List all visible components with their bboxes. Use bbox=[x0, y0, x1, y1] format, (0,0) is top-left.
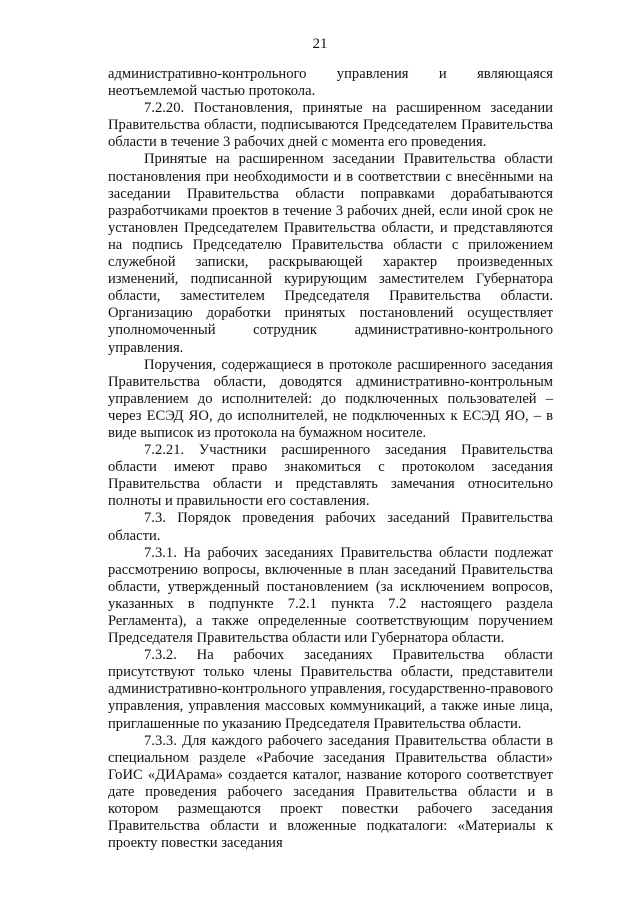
document-body bbox=[108, 66, 553, 852]
paragraph-continuation: административно-контрольного управления и являющаяся неотъемлемой частью протокола. bbox=[108, 66, 553, 100]
paragraph-7-3-2: 7.3.2. На рабочих заседаниях Правительства области присутствуют только члены Правительства области, представители административно-контрольного управления, государственно-правового управления, управления массовых коммуникаций, а также иные лица, приглашенные по указанию Председателя Правительства области. bbox=[108, 647, 553, 732]
paragraph-7-3-1: 7.3.1. На рабочих заседаниях Правительства области подлежат рассмотрению вопросы, включенные в план заседаний Правительства области, утвержденный постановлением (за исключением вопросов, указанных в подпункте 7.2.1 пункта 7.2 настоящего раздела Регламента), а также определенные соответствующим поручением Председателя Правительства области или Губернатора области. bbox=[108, 544, 553, 647]
paragraph-7-2-20: 7.2.20. Постановления, принятые на расширенном заседании Правительства области, подписываются Председателем Правительства области в течение 3 рабочих дней с момента его проведения. bbox=[108, 100, 553, 151]
paragraph-adopted-resolutions: Принятые на расширенном заседании Правительства области постановления при необходимости и в соответствии с внесёнными на заседании Правительства области поправками дорабатываются разработчиками проектов в течение 3 рабочих дней, если иной срок не установлен Председателем Правительства области, и представляются на подпись Председателю Правительства области с приложением служебной записки, раскрывающей характер произведенных изменений, подписанной курирующим заместителем Губернатора области, заместителем Председателя Правительства области. Организацию доработки принятых постановлений осуществляет уполномоченный сотрудник административно-контрольного управления. bbox=[108, 151, 553, 356]
paragraph-instructions: Поручения, содержащиеся в протоколе расширенного заседания Правительства области, доводятся административно-контрольным управлением до исполнителей: до подключенных пользователей – через ЕСЭД ЯО, до исполнителей, не подключенных к ЕСЭД ЯО, – в виде выписок из протокола на бумажном носителе. bbox=[108, 356, 553, 441]
page-number: 21 bbox=[312, 36, 328, 52]
paragraph-7-2-21: 7.2.21. Участники расширенного заседания Правительства области имеют право знакомиться с протоколом заседания Правительства области и представлять замечания относительно полноты и правильности его составления. bbox=[108, 442, 553, 510]
paragraph-7-3-3: 7.3.3. Для каждого рабочего заседания Правительства области в специальном разделе «Рабочие заседания Правительства области» ГоИС «ДИАрама» создается каталог, название которого соответствует дате проведения рабочего заседания Правительства области и в котором размещаются проект повестки рабочего заседания Правительства области и вложенные подкаталоги: «Материалы к проекту повестки заседания bbox=[108, 732, 553, 852]
paragraph-7-3: 7.3. Порядок проведения рабочих заседаний Правительства области. bbox=[108, 510, 553, 544]
